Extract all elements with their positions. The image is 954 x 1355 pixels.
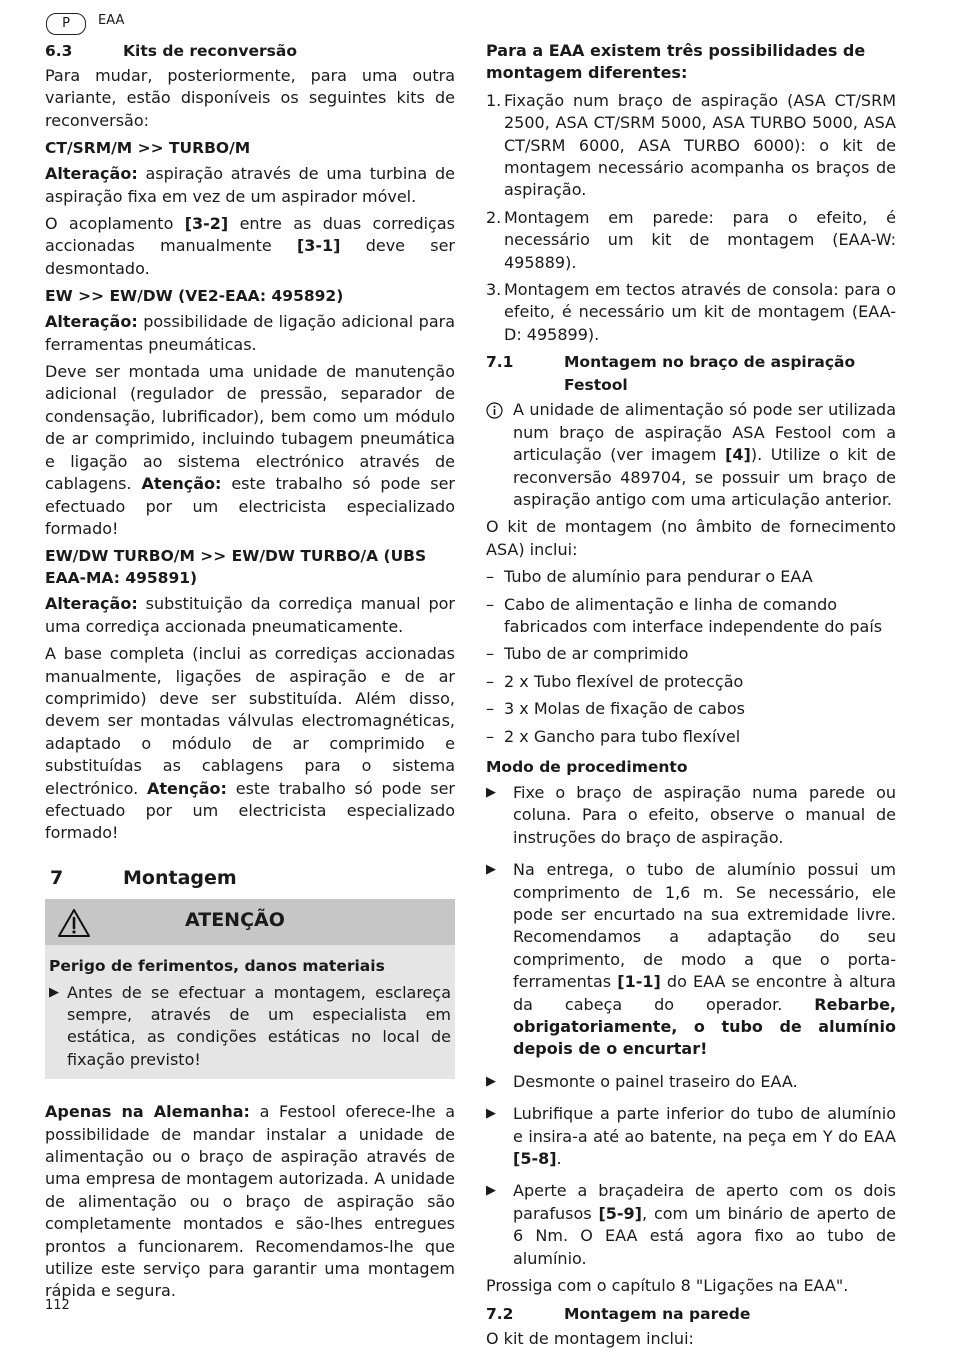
procedure-title: Modo de procedimento (486, 757, 688, 776)
intro-paragraph: Para mudar, posteriormente, para uma outra variante, estão disponíveis os seguintes kits de reconversão: (45, 66, 455, 130)
page-number: 112 (45, 1298, 70, 1313)
right-column (486, 40, 896, 1355)
section-title: Kits de reconversão (123, 42, 297, 60)
section-number: 7.2 (486, 1304, 514, 1323)
section-number: 7 (50, 866, 64, 889)
list-item (486, 594, 896, 639)
section-heading-6-3 (45, 40, 455, 63)
step-text: Fixe o braço de aspiração numa parede ou coluna. Para o efeito, observe o manual de instruções do braço de aspiração. (513, 782, 896, 847)
text: aspiração através de uma turbina de aspiração fixa em vez de um aspirador móvel. (45, 164, 455, 206)
warning-header (45, 899, 455, 945)
info-icon-wrap (486, 399, 513, 511)
list-item (486, 643, 896, 665)
label-alteration: Alteração: (45, 164, 138, 184)
label-attention: Atenção: (146, 778, 227, 798)
section-number: 7.1 (486, 353, 514, 372)
text: Lubrifique a parte inferior do tubo de alumínio e insira-a até ao batente, na peça em Y do EAA (513, 1104, 896, 1146)
step-text (513, 1180, 896, 1270)
text: Deve ser montada uma unidade de manutenção adicional (regulador de pressão, separador de condensação, lubrificador), bem como um módulo de ar comprimido, incluindo tubagem pneumática e ligação ao sistema electrónico através de cablagens. (45, 362, 455, 494)
text: possibilidade de ligação adicional para ferramentas pneumáticas. (45, 312, 455, 354)
text: entre as duas corrediças accionadas manualmente (45, 214, 455, 256)
warning-title: ATENÇÃO (185, 909, 285, 932)
step-text (513, 859, 896, 1061)
ref: [4] (725, 445, 751, 465)
step-text: Desmonte o painel traseiro do EAA. (513, 1071, 798, 1091)
list-text: Cabo de alimentação e linha de comando fabricados com interface independente do país (504, 594, 883, 636)
text: do EAA se encontre à altura da cabeça do operador. (513, 972, 896, 1014)
warning-subtitle: Perigo de ferimentos, danos materiais (49, 957, 385, 976)
ref: [3-1] (296, 236, 341, 256)
arrow-icon: ▶ (486, 1073, 496, 1089)
warning-box (45, 899, 455, 1079)
list-item (486, 698, 896, 720)
text: deve ser desmontado. (45, 236, 455, 278)
list-number: 1. (486, 90, 502, 110)
list-number: 2. (486, 207, 502, 227)
procedure-step (486, 859, 896, 1061)
wall-kit-intro: O kit de montagem inclui: (486, 1328, 694, 1348)
dash: – (486, 726, 494, 746)
section-title: Montagem no braço de aspiração Festool (564, 353, 856, 395)
list-item (486, 207, 896, 274)
procedure-step (486, 1180, 896, 1270)
ref: [3-2] (184, 214, 229, 234)
procedure-step (486, 1071, 896, 1093)
ref: [1-1] (617, 972, 661, 992)
section-title: Montagem (123, 866, 237, 889)
dash: – (486, 671, 494, 691)
list-text: 3 x Molas de fixação de cabos (504, 699, 745, 719)
arrow-icon: ▶ (486, 784, 496, 800)
list-text: Montagem em tectos através de consola: para o efeito, é necessário um kit de montagem (EAA-D: 495899). (504, 280, 896, 344)
language-badge: P (46, 13, 86, 35)
procedure-step (486, 1103, 896, 1170)
text: Aperte a braçadeira de aperto com os dois parafusos (513, 1181, 896, 1223)
note-text (513, 399, 896, 511)
paragraph-coupling (45, 213, 455, 280)
dash: – (486, 594, 494, 614)
kit-heading-ew-dw: EW >> EW/DW (VE2-EAA: 495892) (45, 287, 344, 306)
info-icon (486, 402, 503, 419)
list-text: Tubo de alumínio para pendurar o EAA (504, 567, 813, 587)
text: A unidade de alimentação só pode ser utilizada num braço de aspiração ASA Festool com a articulação (ver imagem (513, 400, 896, 465)
section-title: Montagem na parede (564, 1304, 751, 1323)
warning-triangle-icon (57, 908, 91, 938)
list-number: 3. (486, 280, 502, 300)
product-name: EAA (98, 13, 125, 28)
arrow-icon: ▶ (486, 1183, 496, 1199)
procedure-step (486, 782, 896, 849)
warning-text: Antes de se efectuar a montagem, esclareça sempre, através de um especialista em estática, as condições estáticas no local de fixação previsto! (67, 982, 451, 1069)
text: Na entrega, o tubo de alumínio possui um comprimento de 1,6 m. Se necessário, ele pode ser encurtado na sua extremidade livre. Recomendamos a adaptação do seu comprimento, de modo a que o porta-ferramentas (513, 860, 896, 992)
dash: – (486, 644, 494, 664)
paragraph-alteration-2 (45, 311, 455, 356)
list-text: 2 x Tubo flexível de protecção (504, 671, 744, 691)
list-text: Tubo de ar comprimido (504, 644, 689, 664)
kit-heading-turbo: CT/SRM/M >> TURBO/M (45, 139, 251, 158)
mounting-options-intro: Para a EAA existem três possibilidades de montagem diferentes: (486, 41, 866, 83)
dash: – (486, 567, 494, 587)
arrow-icon: ▶ (486, 1106, 496, 1122)
arrow-icon: ▶ (49, 984, 59, 1000)
list-text: 2 x Gancho para tubo flexível (504, 726, 741, 746)
label-alteration: Alteração: (45, 312, 138, 332)
label-germany: Apenas na Alemanha: (45, 1102, 250, 1122)
label-alteration: Alteração: (45, 594, 138, 614)
dash: – (486, 699, 494, 719)
text: substituição da corrediça manual por uma corrediça accionada pneumaticamente. (45, 594, 455, 636)
label-attention: Atenção: (141, 474, 222, 494)
step-text (513, 1103, 896, 1170)
info-note (486, 399, 896, 511)
paragraph-alteration-3 (45, 593, 455, 638)
section-number: 6.3 (45, 42, 73, 60)
paragraph-maintenance-unit (45, 361, 455, 540)
emphasis: Rebarbe, obrigatoriamente, o tubo de alumínio depois de o encurtar! (513, 994, 896, 1059)
list-item (486, 566, 896, 588)
text: A base completa (inclui as corrediças accionadas manualmente, ligações de aspiração e de ar comprimido) deve ser substituída. Além disso, devem ser montadas válvulas electromagnéticas, adaptado o módulo de ar comprimido e substituídas as cablagens para o sistema electrónico. (45, 644, 455, 798)
kit-heading-turbo-a: EW/DW TURBO/M >> EW/DW TURBO/A (UBS EAA-MA: 495891) (45, 547, 427, 588)
list-item (486, 279, 896, 346)
text: este trabalho só pode ser efectuado por um electricista especializado formado! (45, 778, 455, 843)
text: O acoplamento (45, 214, 185, 234)
text: . (556, 1149, 562, 1169)
list-text: Montagem em parede: para o efeito, é necessário um kit de montagem (EAA-W: 495889). (504, 207, 896, 272)
text: , com um binário de aperto de 6 Nm. O EAA está agora fixo ao tubo de alumínio. (513, 1203, 896, 1268)
warning-item (45, 982, 455, 1072)
section-heading-7 (50, 867, 455, 889)
left-column (45, 40, 455, 1308)
list-item (486, 90, 896, 202)
list-item (486, 726, 896, 748)
continue-note: Prossiga com o capítulo 8 "Ligações na EAA". (486, 1276, 849, 1296)
text: a Festool oferece-lhe a possibilidade de mandar instalar a unidade de alimentação ou o braço de aspiração através de uma empresa de montagem autorizada. A unidade de alimentação ou o braço de aspiração são completamente montados e são-lhes entregues prontos a funcionarem. Recomendamos-lhe que utilize este serviço para garantir uma montagem rápida e segura. (45, 1102, 456, 1301)
kit-contents-intro: O kit de montagem (no âmbito de fornecimento ASA) inclui: (486, 517, 896, 559)
section-heading-7-2 (486, 1303, 896, 1326)
paragraph-base-replacement (45, 643, 455, 845)
ref: [5-8] (513, 1149, 557, 1169)
text: ). Utilize o kit de reconversão 489704, se possuir um braço de aspiração antigo com uma articulação anterior. (513, 445, 896, 509)
ref: [5-9] (598, 1203, 642, 1223)
arrow-icon: ▶ (486, 862, 496, 878)
list-text: Fixação num braço de aspiração (ASA CT/SRM 2500, ASA CT/SRM 5000, ASA TURBO 5000, ASA CT/SRM 6000, ASA TURBO 6000): o kit de montagem necessário acompanha os braços de aspiração. (504, 90, 896, 200)
list-item (486, 671, 896, 693)
text: este trabalho só pode ser efectuado por um electricista especializado formado! (45, 474, 456, 538)
paragraph-germany-service (45, 1101, 455, 1303)
section-heading-7-1 (486, 351, 896, 397)
paragraph-alteration-1 (45, 163, 455, 208)
